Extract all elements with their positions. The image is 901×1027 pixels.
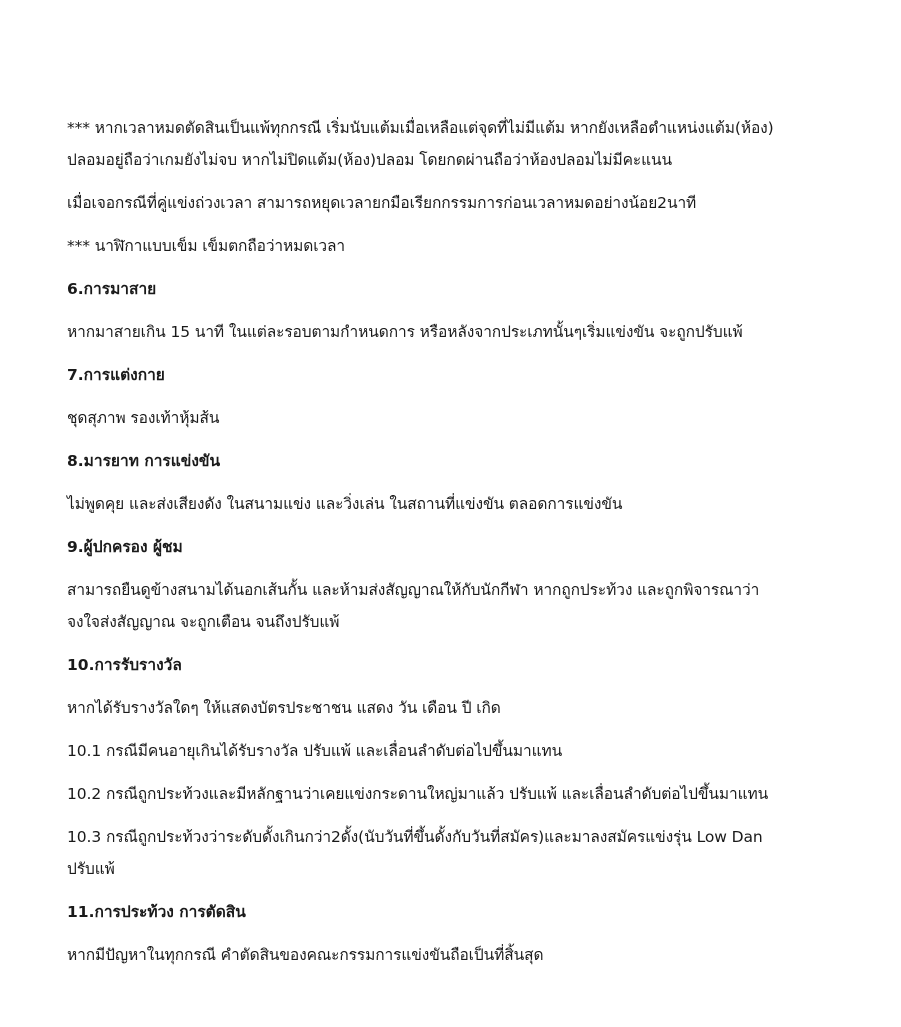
paragraph-protest: หากมีปัญหาในทุกกรณี คำตัดสินของคณะกรรมการแข่งขันถือเป็นที่สิ้นสุด [67, 946, 544, 964]
heading-lateness: 6.การมาสาย [67, 280, 157, 298]
paragraph-lateness: หากมาสายเกิน 15 นาที ในแต่ละรอบตามกำหนดการ หรือหลังจากประเภทนั้นๆเริ่มแข่งขัน จะถูกปรับแพ้ [67, 323, 743, 341]
heading-etiquette: 8.มารยาท การแข่งขัน [67, 452, 221, 470]
paragraph-guardians: สามารถยืนดูข้างสนามได้นอกเส้นกั้น และห้ามส่งสัญญาณให้กับนักกีฬา หากถูกประท้วง และถูกพิจารณาว่า จงใจส่งสัญญาณ จะถูกเตือน จนถึงปรับแพ้ [67, 581, 760, 631]
paragraph-stall-rule: เมื่อเจอกรณีที่คู่แข่งถ่วงเวลา สามารถหยุดเวลายกมือเรียกกรรมการก่อนเวลาหมดอย่างน้อย2นาที [67, 194, 697, 212]
paragraph-awards-10-2: 10.2 กรณีถูกประท้วงและมีหลักฐานว่าเคยแข่งกระดานใหญ่มาแล้ว ปรับแพ้ และเลื่อนลำดับต่อไปขึ้นมาแทน [67, 785, 769, 803]
heading-awards: 10.การรับรางวัล [67, 656, 182, 674]
document-body [67, 112, 857, 982]
paragraph-awards-10-3: 10.3 กรณีถูกประท้วงว่าระดับดั้งเกินกว่า2ดั้ง(นับวันที่ขึ้นดั้งกับวันที่สมัคร)และมาลงสมัครแข่งรุ่น Low Dan ปรับแพ้ [67, 828, 763, 878]
heading-guardians: 9.ผู้ปกครอง ผู้ชม [67, 538, 183, 556]
paragraph-etiquette: ไม่พูดคุย และส่งเสียงดัง ในสนามแข่ง และวิ่งเล่น ในสถานที่แข่งขัน ตลอดการแข่งขัน [67, 495, 623, 513]
paragraph-time-out-rule: *** หากเวลาหมดตัดสินเป็นแพ้ทุกกรณี เริ่มนับแต้มเมื่อเหลือแต่จุดที่ไม่มีแต้ม หากยังเหลือตำแหน่งแต้ม(ห้อง) ปลอมอยู่ถือว่าเกมยังไม่จบ หากไม่ปิดแต้ม(ห้อง)ปลอม โดยกดผ่านถือว่าห้องปลอมไม่มีคะแนน [67, 119, 774, 169]
paragraph-awards: หากได้รับรางวัลใดๆ ให้แสดงบัตรประชาชน แสดง วัน เดือน ปี เกิด [67, 699, 501, 717]
paragraph-dress-code: ชุดสุภาพ รองเท้าหุ้มส้น [67, 409, 220, 427]
heading-protest: 11.การประท้วง การตัดสิน [67, 903, 246, 921]
heading-dress-code: 7.การแต่งกาย [67, 366, 165, 384]
paragraph-clock-rule: *** นาฬิกาแบบเข็ม เข็มตกถือว่าหมดเวลา [67, 237, 346, 255]
paragraph-awards-10-1: 10.1 กรณีมีคนอายุเกินได้รับรางวัล ปรับแพ้ และเลื่อนลำดับต่อไปขึ้นมาแทน [67, 742, 563, 760]
